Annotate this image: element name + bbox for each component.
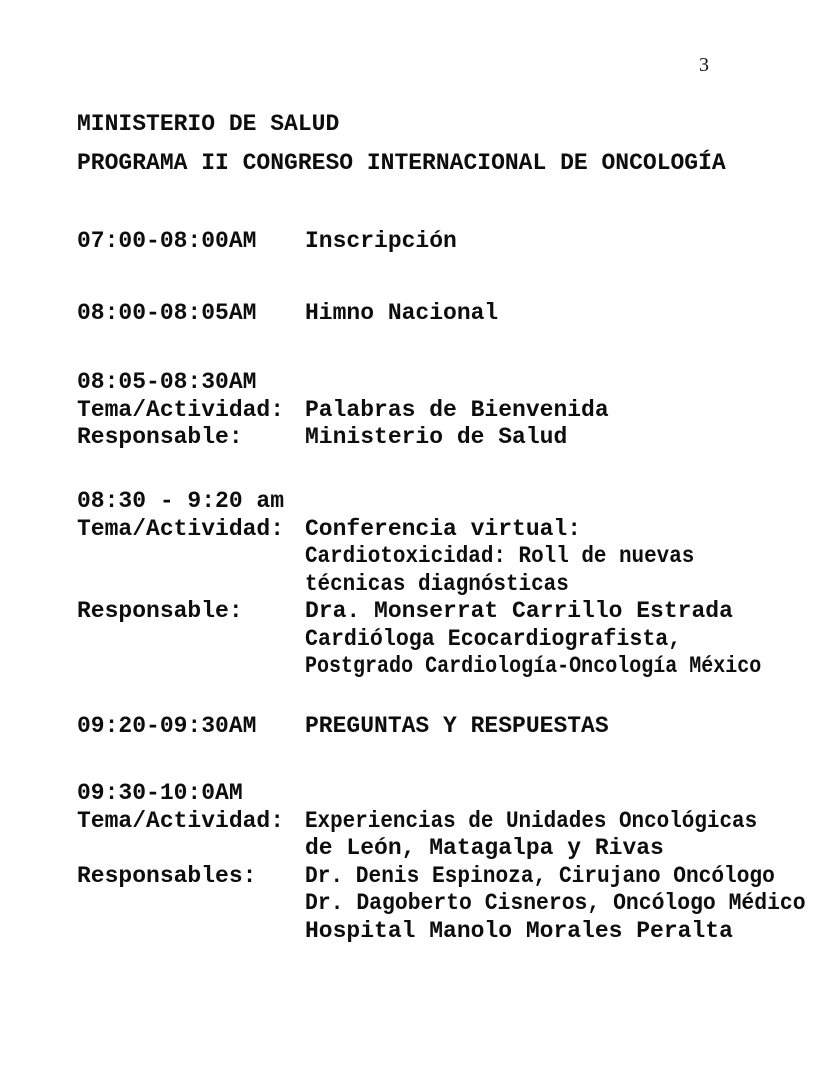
schedule-item-preguntas <box>77 713 825 741</box>
event-activity: PREGUNTAS Y RESPUESTAS <box>305 713 609 739</box>
tema-label: Tema/Actividad: <box>77 515 285 542</box>
page-number: 3 <box>699 54 709 76</box>
tema-value-line: de León, Matagalpa y Rivas <box>305 835 664 861</box>
responsable-value: Ministerio de Salud <box>305 424 568 450</box>
tema-value-line: Experiencias de Unidades Oncológicas <box>305 807 758 834</box>
event-activity: Himno Nacional <box>305 300 499 326</box>
event-responsables-row-cont <box>77 918 825 946</box>
responsables-value-line: Dr. Dagoberto Cisneros, Oncólogo Médico <box>305 890 806 916</box>
event-time-row <box>77 488 825 516</box>
tema-label: Tema/Actividad: <box>77 807 285 834</box>
event-time: 08:05-08:30AM <box>77 369 257 395</box>
responsable-value-line: Dra. Monserrat Carrillo Estrada <box>305 598 733 624</box>
schedule-item-himno <box>77 300 825 328</box>
event-time: 09:30-10:0AM <box>77 780 243 806</box>
event-time-row <box>77 369 825 397</box>
schedule-item-bienvenida <box>77 369 825 452</box>
responsable-value-line: Postgrado Cardiología-Oncología México <box>305 653 762 679</box>
tema-value-line: Conferencia virtual: <box>305 515 582 542</box>
event-time: 08:00-08:05AM <box>77 300 257 326</box>
responsable-value-line: Cardióloga Ecocardiografista, <box>305 625 682 652</box>
event-responsable-row-cont <box>77 653 825 681</box>
tema-value: Palabras de Bienvenida <box>305 396 609 423</box>
responsables-value-line: Dr. Denis Espinoza, Cirujano Oncólogo <box>305 862 775 889</box>
event-responsables-row <box>77 863 825 891</box>
tema-label: Tema/Actividad: <box>77 396 285 423</box>
event-time: 07:00-08:00AM <box>77 228 257 254</box>
schedule-item-inscripcion <box>77 228 825 256</box>
event-tema-row <box>77 516 825 544</box>
schedule-item-experiencias <box>77 780 825 945</box>
event-responsables-row-cont <box>77 890 825 918</box>
event-activity: Inscripción <box>305 228 457 254</box>
responsables-value-line: Hospital Manolo Morales Peralta <box>305 917 733 944</box>
tema-value-line: Cardiotoxicidad: Roll de nuevas <box>305 543 695 569</box>
event-tema-row-cont <box>77 543 825 571</box>
event-responsable-row-cont <box>77 626 825 654</box>
responsable-label: Responsable: <box>77 424 243 450</box>
tema-value-line: técnicas diagnósticas <box>305 570 569 597</box>
event-tema-row-cont <box>77 571 825 599</box>
event-responsable-row <box>77 424 825 452</box>
event-tema-row-cont <box>77 835 825 863</box>
event-tema-row <box>77 397 825 425</box>
schedule-item-conferencia <box>77 488 825 681</box>
document-title-program: PROGRAMA II CONGRESO INTERNACIONAL DE ONCOLOGÍA <box>77 150 726 176</box>
event-time: 08:30 - 9:20 am <box>77 488 285 514</box>
event-tema-row <box>77 808 825 836</box>
responsables-label: Responsables: <box>77 862 257 889</box>
responsable-label: Responsable: <box>77 598 243 624</box>
event-time: 09:20-09:30AM <box>77 713 257 739</box>
document-title-org: MINISTERIO DE SALUD <box>77 111 340 137</box>
event-time-row <box>77 780 825 808</box>
event-responsable-row <box>77 598 825 626</box>
